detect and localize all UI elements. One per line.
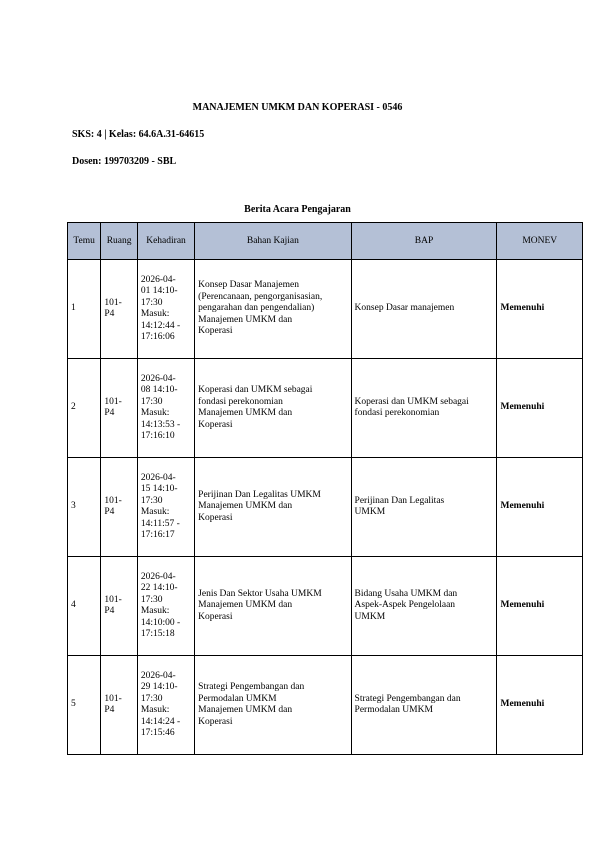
cell-bap: Bidang Usaha UMKM dan Aspek-Aspek Pengelolaan UMKM	[351, 557, 497, 656]
table-header-row	[68, 223, 583, 260]
cell-monev: Memenuhi	[497, 458, 583, 557]
col-header-temu: Temu	[68, 223, 101, 260]
col-header-kehadiran: Kehadiran	[137, 223, 194, 260]
cell-monev: Memenuhi	[497, 557, 583, 656]
table-row	[68, 260, 583, 359]
cell-ruang: 101- P4	[101, 557, 137, 656]
cell-bap: Koperasi dan UMKM sebagai fondasi perekonomian	[351, 359, 497, 458]
cell-bap: Konsep Dasar manajemen	[351, 260, 497, 359]
cell-ruang: 101- P4	[101, 458, 137, 557]
document-title: MANAJEMEN UMKM DAN KOPERASI - 0546	[192, 102, 403, 113]
col-header-monev: MONEV	[497, 223, 583, 260]
cell-bahan-kajian: Perijinan Dan Legalitas UMKM Manajemen UMKM dan Koperasi	[195, 458, 351, 557]
cell-monev: Memenuhi	[497, 656, 583, 755]
cell-kehadiran: 2026-04- 29 14:10- 17:30 Masuk: 14:14:24 - 17:15:46	[137, 656, 194, 755]
cell-bap: Strategi Pengembangan dan Permodalan UMKM	[351, 656, 497, 755]
col-header-bap: BAP	[351, 223, 497, 260]
cell-bahan-kajian: Jenis Dan Sektor Usaha UMKM Manajemen UMKM dan Koperasi	[195, 557, 351, 656]
cell-kehadiran: 2026-04- 15 14:10- 17:30 Masuk: 14:11:57 - 17:16:17	[137, 458, 194, 557]
cell-temu: 3	[68, 458, 101, 557]
cell-ruang: 101- P4	[101, 359, 137, 458]
table-row	[68, 656, 583, 755]
col-header-bahan-kajian: Bahan Kajian	[195, 223, 351, 260]
col-header-ruang: Ruang	[101, 223, 137, 260]
dosen-info: Dosen: 199703209 - SBL	[72, 156, 177, 167]
cell-bap: Perijinan Dan Legalitas UMKM	[351, 458, 497, 557]
cell-temu: 1	[68, 260, 101, 359]
cell-bahan-kajian: Koperasi dan UMKM sebagai fondasi perekonomian Manajemen UMKM dan Koperasi	[195, 359, 351, 458]
cell-kehadiran: 2026-04- 08 14:10- 17:30 Masuk: 14:13:53 - 17:16:10	[137, 359, 194, 458]
cell-monev: Memenuhi	[497, 359, 583, 458]
table-caption: Berita Acara Pengajaran	[244, 204, 351, 215]
cell-kehadiran: 2026-04- 22 14:10- 17:30 Masuk: 14:10:00 - 17:15:18	[137, 557, 194, 656]
cell-kehadiran: 2026-04- 01 14:10- 17:30 Masuk: 14:12:44 - 17:16:06	[137, 260, 194, 359]
cell-monev: Memenuhi	[497, 260, 583, 359]
bap-table	[67, 222, 583, 755]
table-row	[68, 359, 583, 458]
cell-temu: 4	[68, 557, 101, 656]
table-row	[68, 557, 583, 656]
cell-bahan-kajian: Strategi Pengembangan dan Permodalan UMKM Manajemen UMKM dan Koperasi	[195, 656, 351, 755]
cell-ruang: 101- P4	[101, 260, 137, 359]
sks-kelas-info: SKS: 4 | Kelas: 64.6A.31-64615	[72, 129, 205, 140]
cell-temu: 2	[68, 359, 101, 458]
cell-temu: 5	[68, 656, 101, 755]
cell-bahan-kajian: Konsep Dasar Manajemen (Perencanaan, pengorganisasian, pengarahan dan pengendalian) Manajemen UMKM dan Koperasi	[195, 260, 351, 359]
cell-ruang: 101- P4	[101, 656, 137, 755]
table-row	[68, 458, 583, 557]
